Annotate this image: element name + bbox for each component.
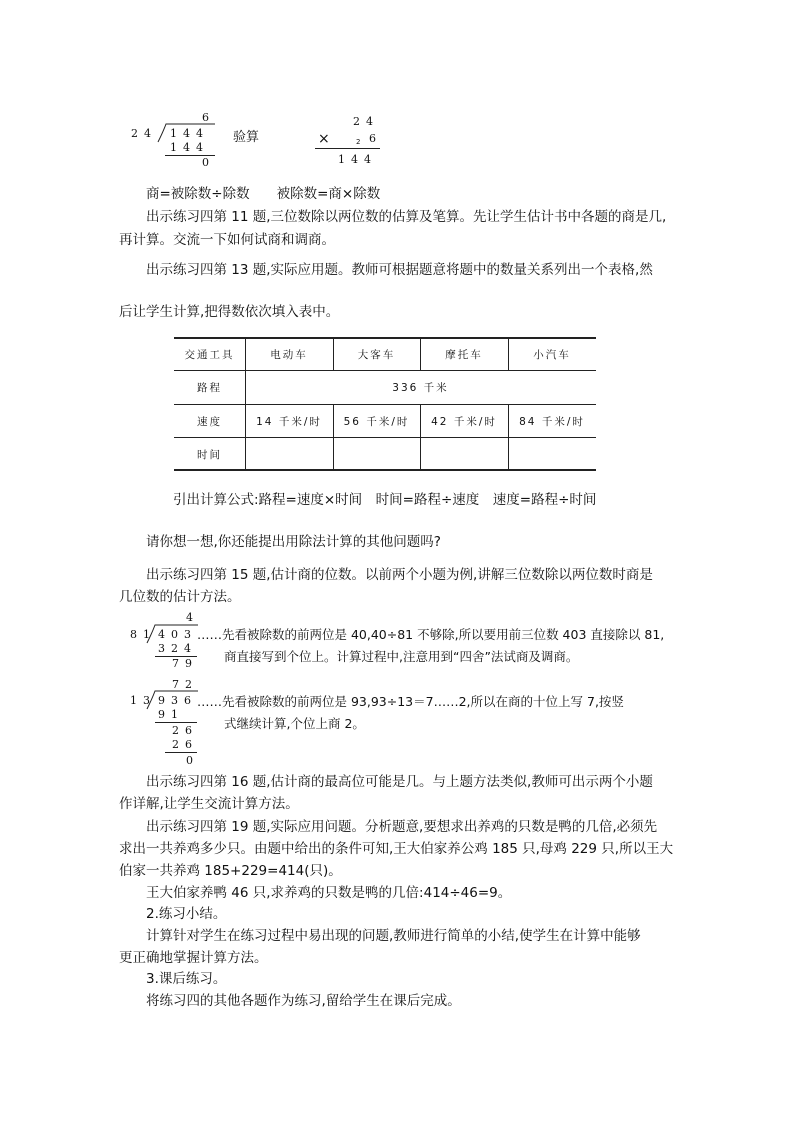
speed-car: 84 千米/时 [519,416,585,428]
formula-distance-speed-time: 引出计算公式:路程=速度×时间 时间=路程÷速度 速度=路程÷时间 [173,492,597,508]
mult-sign: × [318,131,330,147]
row-distance-value: 336 千米 [392,382,449,394]
header-motorcycle: 摩托车 [445,349,483,361]
para-13-line2: 后让学生计算,把得数依次填入表中。 [119,304,340,320]
header-bus: 大客车 [357,349,396,361]
para-19-line3: 伯家一共养鸡 185+229=414(只)。 [119,863,342,879]
speed-bus: 56 千米/时 [343,416,410,428]
speed-motorcycle: 42 千米/时 [431,416,497,428]
note-line1: ……先看被除数的前两位是 40,40÷81 不够除,所以要用前三位数 403 直接除以 81, [197,627,665,642]
formula-division: 商=被除数÷除数 被除数=商×除数 [146,186,381,202]
step3: 26 [172,738,198,751]
quotient: 72 [172,678,198,691]
para-11-line1: 出示练习四第 11 题,三位数除以两位数的估算及笔算。先让学生估计书中各题的商是几, [146,209,667,225]
header-car: 小汽车 [533,349,571,361]
divisor: 81 [130,628,156,641]
dividend: 936 [158,694,197,707]
step1: 91 [158,708,184,721]
para-11-line2: 再计算。交流一下如何试商和调商。 [119,232,335,248]
para-summary-line1: 计算针对学生在练习过程中易出现的问题,教师进行简单的小结,使学生在计算中能够 [146,928,641,944]
divisor: 24 [131,127,157,140]
check-label: 验算 [233,130,260,145]
para-duck: 王大伯家养鸭 46 只,求养鸡的只数是鸭的几倍:414÷46=9。 [146,885,512,901]
mult-result: 144 [338,153,377,166]
para-16-line1: 出示练习四第 16 题,估计商的最高位可能是几。与上题方法类似,教师可出示两个小题 [146,774,653,790]
dividend: 403 [158,628,197,641]
quotient: 6 [202,111,215,124]
speed-electric-bike: 14 千米/时 [256,416,322,428]
para-19-line1: 出示练习四第 19 题,实际应用问题。分析题意,要想求出养鸡的只数是鸭的几倍,必须先 [146,819,658,835]
mult-digit: 6 [369,132,382,145]
remainder: 0 [186,754,199,767]
remainder: 0 [202,156,215,169]
question: 请你想一想,你还能提出用除法计算的其他问题吗? [146,534,441,550]
note-line2: 式继续计算,个位上商 2。 [224,716,365,731]
mult-rule [315,148,380,149]
heading-summary: 2.练习小结。 [146,906,227,922]
note-line1: ……先看被除数的前两位是 93,93÷13＝7……2,所以在商的十位上写 7,按竖 [197,694,624,709]
para-summary-line2: 更正确地掌握计算方法。 [119,950,268,966]
dividend: 144 [170,127,209,140]
row-speed-label: 速度 [197,416,222,428]
header-electric-bike: 电动车 [270,349,308,361]
para-homework: 将练习四的其他各题作为练习,留给学生在课后完成。 [146,993,461,1009]
para-19-line2: 求出一共养鸡多少只。由题中给出的条件可知,王大伯家养公鸡 185 只,母鸡 229 只,所以王大 [119,841,674,857]
para-16-line2: 作详解,让学生交流计算方法。 [119,796,299,812]
row-time-label: 时间 [197,449,222,461]
para-15-line1: 出示练习四第 15 题,估计商的位数。以前两个小题为例,讲解三位数除以两位数时商是 [146,567,653,583]
note-line2: 商直接写到个位上。计算过程中,注意用到“四舍”法试商及调商。 [224,649,579,664]
quotient: 4 [186,611,199,624]
para-13-line1: 出示练习四第 13 题,实际应用题。教师可根据题意将题中的数量关系列出一个表格,然 [146,262,653,278]
remainder: 79 [172,657,198,670]
product: 144 [170,141,209,154]
step2: 26 [172,724,198,737]
product: 324 [158,642,197,655]
header-vehicle: 交通工具 [184,349,235,361]
para-15-line2: 几位数的估计方法。 [119,589,241,605]
mult-top: 24 [353,115,379,128]
divisor: 13 [130,694,156,707]
heading-homework: 3.课后练习。 [146,971,227,987]
row-distance-label: 路程 [197,382,222,394]
mult-carry: 2 [356,138,361,146]
